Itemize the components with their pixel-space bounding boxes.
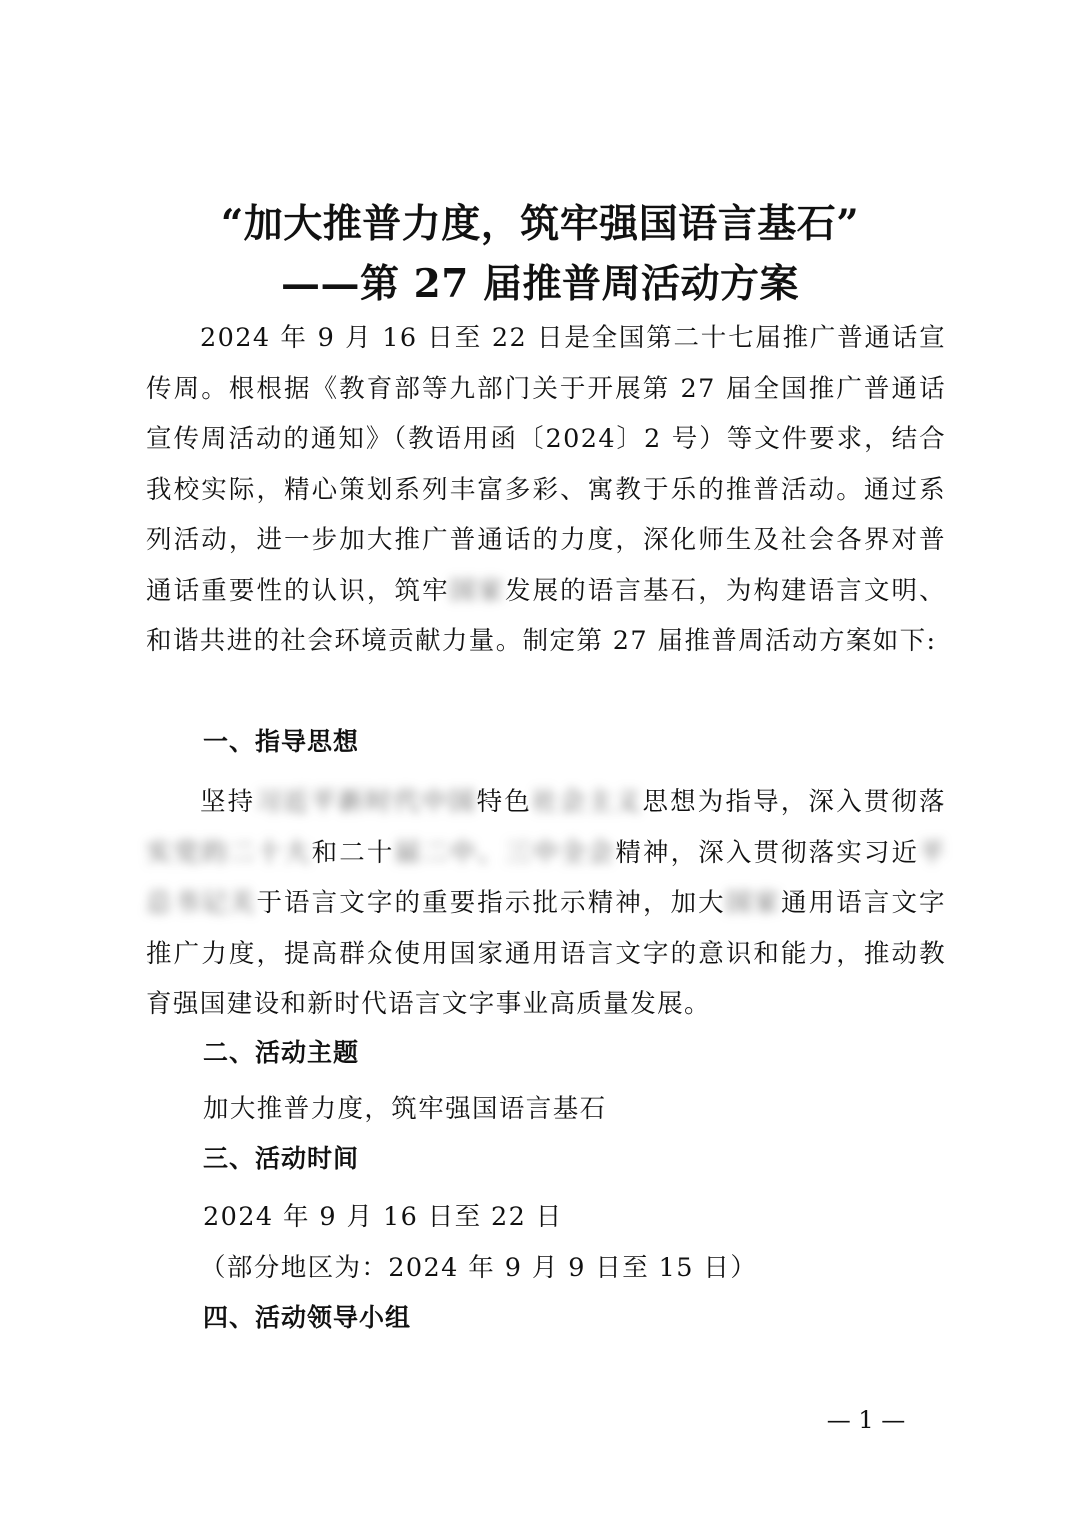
page-number: — 1 — (826, 1406, 906, 1434)
activity-date-text: 2024 年 9 月 16 日至 22 日 (203, 1202, 563, 1232)
redacted-text: 平总书记关 (146, 837, 947, 918)
section-heading-leadership-group: 四、活动领导小组 (203, 1303, 412, 1332)
intro-paragraph (146, 313, 946, 667)
redacted-text: 国家 (725, 888, 782, 918)
intro-text-b: 发展的语言基石，为构建语言文明、和谐共进的社会环境贡献力量。制定第 27 届推普周活动方案如下: (146, 575, 947, 656)
activity-theme-text: 加大推普力度，筑牢强国语言基石 (203, 1094, 607, 1124)
para-text: 思想为指导，深入贯彻落 (642, 787, 946, 817)
para-text: 精神，深入贯彻落实习近 (615, 837, 920, 868)
redacted-text: 习近平新时代中国 (255, 787, 477, 817)
para-text: 通用语言文字推广力度，提高群众使用国家通用语言文字的意识和能力，推动教育强国建设和新时代语言文字事业高质量发展。 (146, 888, 946, 1019)
para-text: 特色 (476, 787, 532, 817)
redacted-text: 国家 (449, 575, 505, 606)
regional-date-text: （部分地区为：2024 年 9 月 9 日至 15 日） (200, 1253, 758, 1283)
para-text: 于语言文字的重要指示批示精神，加大 (256, 888, 726, 918)
para-text: 和二十 (311, 837, 395, 868)
redacted-text: 届二中、三中全会 (394, 837, 616, 868)
redacted-text: 社会主义 (531, 787, 643, 817)
guiding-ideology-paragraph (146, 777, 946, 1030)
section-heading-theme: 二、活动主题 (203, 1038, 360, 1067)
para-text: 坚持 (200, 787, 256, 817)
document-subtitle: ——第 27 届推普周活动方案 (281, 261, 799, 307)
redacted-text: 实党的二十大 (146, 837, 312, 868)
section-heading-time: 三、活动时间 (203, 1144, 360, 1173)
document-title: “加大推普力度，筑牢强国语言基石” (220, 201, 860, 247)
intro-text-a: 2024 年 9 月 16 日至 22 日是全国第二十七届推广普通话宣传周。根根据《教育部等九部门关于开展第 27 届全国推广普通话宣传周活动的通知》（教语用函〔2024〕2 号）等文件要求，结合我校实际，精心策划系列丰富多彩、寓教于乐的推普活动。通过系列活动，进一步加大推广普通话的力度，深化师生及社会各界对普通话重要性的认识，筑牢 (146, 323, 946, 606)
section-heading-guiding-ideology: 一、指导思想 (203, 727, 360, 756)
